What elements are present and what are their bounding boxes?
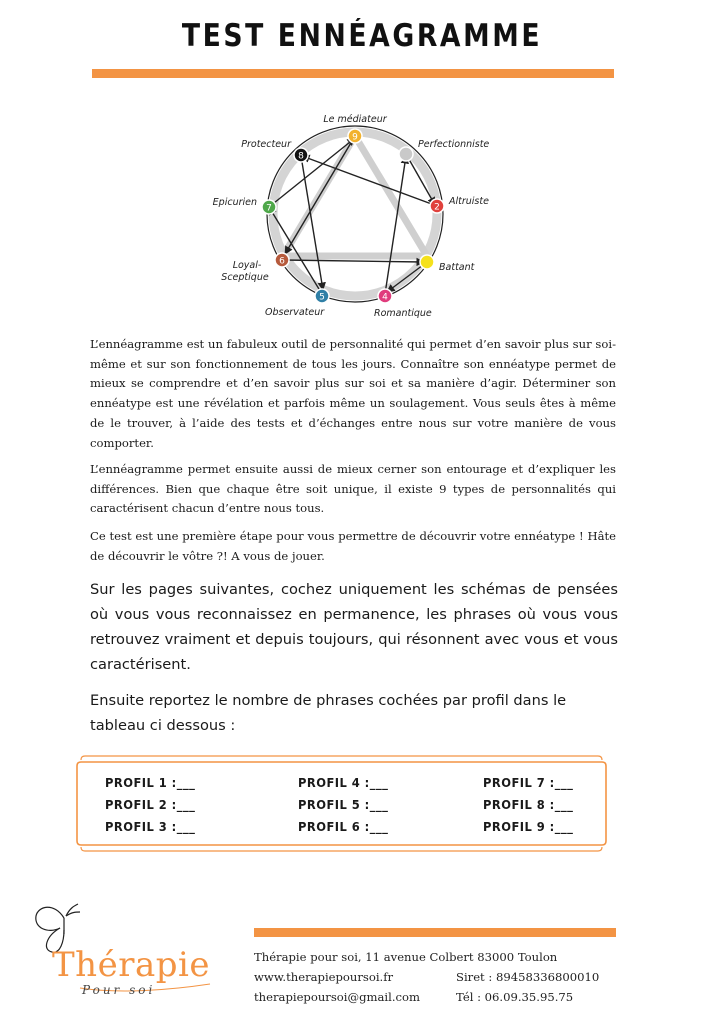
- second-paragraph: L’ennéagramme permet ensuite aussi de mieux cerner son entourage et d’expliquer les différences. Bien que chaque être soit unique, il existe 9 types de personnalités qui caractérisent chacun d’entre nous tous.: [90, 462, 616, 516]
- footer-bar: [254, 928, 616, 937]
- third-paragraph: Ce test est une première étape pour vous permettre de découvrir votre ennéatype ! Hâte de découvrir le vôtre ?! A vous de jouer.: [90, 529, 616, 563]
- node-4-label: Romantique: [374, 308, 432, 319]
- enneagram-diagram: [205, 106, 525, 331]
- node-8-number: 8: [298, 151, 304, 162]
- node-4-number: 4: [382, 292, 388, 303]
- profile-2-field[interactable]: PROFIL 2 :___: [105, 797, 196, 812]
- node-6-label-line2: Sceptique: [221, 272, 269, 283]
- node-5-number: 5: [319, 292, 325, 303]
- footer-address: Thérapie pour soi, 11 avenue Colbert 83000 Toulon: [254, 950, 558, 964]
- logo-name: Thérapie: [52, 945, 210, 985]
- instructions-paragraph: Sur les pages suivantes, cochez uniquement les schémas de pensées où vous vous reconnaissez en permanence, les phrases où vous vous retrouvez vraiment et depuis toujours, qui résonnent avec vous et vous caractérisent.: [90, 581, 618, 673]
- footer-phone: Tél : 06.09.35.95.75: [456, 990, 574, 1004]
- node-6-number: 6: [279, 256, 285, 267]
- profile-8-field[interactable]: PROFIL 8 :___: [483, 797, 574, 812]
- footer-email-link[interactable]: therapiepoursoi@gmail.com: [254, 990, 420, 1004]
- node-7-label: Epicurien: [212, 197, 257, 208]
- node-1-label: Perfectionniste: [418, 139, 490, 150]
- profile-score-box: [75, 752, 608, 855]
- node-9-label: Le médiateur: [323, 114, 387, 125]
- node-2-number: 2: [434, 202, 440, 213]
- enneagram-outer-circle: [267, 126, 443, 302]
- page-title: TEST ENNÉAGRAMME: [181, 18, 543, 54]
- logo-subtitle: Pour soi: [82, 983, 156, 997]
- profile-4-field[interactable]: PROFIL 4 :___: [298, 775, 389, 790]
- node-7-number: 7: [266, 203, 272, 214]
- node-3-circle: [420, 255, 434, 269]
- node-8-label: Protecteur: [241, 139, 291, 150]
- node-3-label: Battant: [439, 262, 475, 273]
- node-1-circle: [399, 147, 413, 161]
- profile-1-field[interactable]: PROFIL 1 :___: [105, 775, 196, 790]
- report-instructions: Ensuite reportez le nombre de phrases cochées par profil dans le tableau ci dessous :: [90, 692, 567, 734]
- profile-5-field[interactable]: PROFIL 5 :___: [298, 797, 389, 812]
- node-2-label: Altruiste: [449, 196, 489, 207]
- profile-6-field[interactable]: PROFIL 6 :___: [298, 819, 389, 834]
- profile-3-field[interactable]: PROFIL 3 :___: [105, 819, 196, 834]
- profile-9-field[interactable]: PROFIL 9 :___: [483, 819, 574, 834]
- intro-paragraph: L’ennéagramme est un fabuleux outil de personnalité qui permet d’en savoir plus sur soi-même et sur son fonctionnement de tous les jours. Connaître son ennéatype permet de mieux se comprendre et d’en savoir plus sur soi et sa manière d’agir. Déterminer son ennéatype est une révélation et parfois même un soulagement. Vous seuls êtes à même de le trouver, à l’aide des tests et d’échanges entre nous sur votre manière de vous comporter.: [90, 337, 616, 450]
- node-5-label: Observateur: [265, 307, 325, 318]
- footer-website-link[interactable]: www.therapiepoursoi.fr: [254, 970, 394, 984]
- title-underline-bar: [92, 69, 614, 78]
- profile-7-field[interactable]: PROFIL 7 :___: [483, 775, 574, 790]
- node-9-number: 9: [352, 132, 358, 143]
- footer-siret: Siret : 89458336800010: [456, 970, 600, 984]
- node-6-label-line1: Loyal-: [232, 260, 262, 271]
